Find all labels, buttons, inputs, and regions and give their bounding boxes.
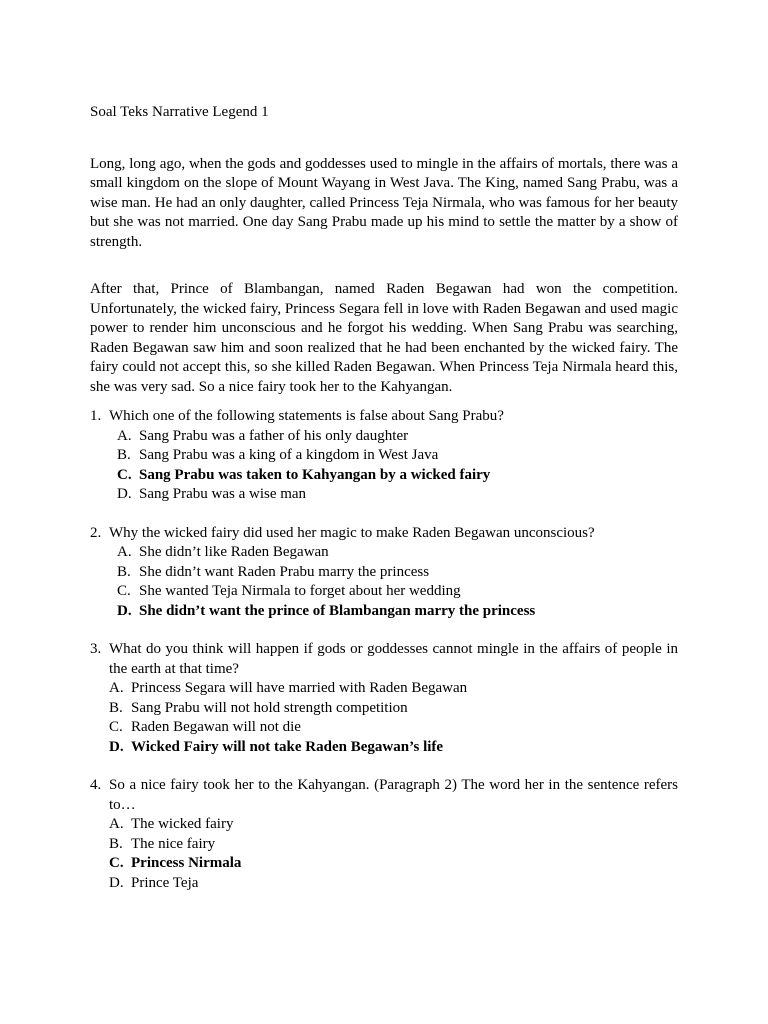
option-text: She wanted Teja Nirmala to forget about her wedding xyxy=(139,583,461,599)
answer-option-b xyxy=(90,699,678,719)
option-letter: B. xyxy=(109,835,123,852)
option-text: She didn’t want Raden Prabu marry the princess xyxy=(139,563,430,580)
reading-passage xyxy=(90,155,678,398)
option-text: The nice fairy xyxy=(131,835,216,852)
option-letter: C. xyxy=(109,855,124,871)
question-number: 3. xyxy=(90,641,102,657)
option-text: Princess Segara will have married with Raden Begawan xyxy=(131,680,468,696)
answer-option-d-correct xyxy=(90,738,678,758)
option-text: Wicked Fairy will not take Raden Begawan’s life xyxy=(131,738,444,755)
question-text: Why the wicked fairy did used her magic to make Raden Begawan unconscious? xyxy=(109,524,595,541)
option-letter: A. xyxy=(109,816,124,832)
question-1 xyxy=(90,407,678,505)
option-letter: B. xyxy=(117,563,131,580)
option-letter: C. xyxy=(109,719,123,735)
answer-option-d-correct xyxy=(90,602,678,622)
question-text: What do you think will happen if gods or goddesses cannot mingle in the affairs of people in the earth at that time? xyxy=(109,641,678,677)
option-text: Sang Prabu will not hold strength competition xyxy=(131,699,408,716)
option-letter: A. xyxy=(117,427,132,444)
option-letter: D. xyxy=(117,602,132,619)
answer-option-a xyxy=(90,679,678,699)
option-letter: B. xyxy=(109,699,123,716)
question-list xyxy=(90,407,678,893)
question-stem xyxy=(90,640,678,679)
question-stem xyxy=(90,524,678,544)
option-letter: C. xyxy=(117,583,131,599)
passage-paragraph-2: After that, Prince of Blambangan, named Raden Begawan had won the competition. Unfortunately, the wicked fairy, Princess Segara fell in love with Raden Begawan and used magic power to render him unconscious and he forgot his wedding. When Sang Prabu was searching, Raden Begawan saw him and soon realized that he had been enchanted by the wicked fairy. The fairy could not accept this, so she killed Raden Begawan. When Princess Teja Nirmala heard this, she was very sad. So a nice fairy took her to the Kahyangan. xyxy=(90,281,678,395)
document-page xyxy=(90,103,678,912)
answer-option-b xyxy=(90,835,678,855)
question-number: 4. xyxy=(90,777,102,793)
question-number: 2. xyxy=(90,524,102,541)
answer-options xyxy=(90,427,678,505)
answer-option-a xyxy=(90,543,678,563)
option-letter: A. xyxy=(109,680,124,696)
answer-options xyxy=(90,679,678,757)
document-title: Soal Teks Narrative Legend 1 xyxy=(90,104,269,120)
option-text: She didn’t like Raden Begawan xyxy=(139,544,329,560)
question-2 xyxy=(90,524,678,622)
option-letter: D. xyxy=(109,738,124,755)
answer-option-b xyxy=(90,563,678,583)
answer-option-c xyxy=(90,582,678,602)
option-text: Raden Begawan will not die xyxy=(131,719,301,735)
option-letter: A. xyxy=(117,544,132,560)
option-text: Princess Nirmala xyxy=(131,855,242,871)
option-letter: D. xyxy=(117,486,132,502)
option-text: Sang Prabu was a father of his only daughter xyxy=(139,427,409,444)
question-text: So a nice fairy took her to the Kahyangan. (Paragraph 2) The word her in the sentence refers to… xyxy=(109,777,678,813)
passage-paragraph-1: Long, long ago, when the gods and goddesses used to mingle in the affairs of mortals, there was a small kingdom on the slope of Mount Wayang in West Java. The King, named Sang Prabu, was a wise man. He had an only daughter, called Princess Teja Nirmala, who was famous for her beauty but she was not married. One day Sang Prabu made up his mind to settle the matter by a show of strength. xyxy=(90,155,678,250)
option-text: Prince Teja xyxy=(131,874,199,891)
answer-option-d xyxy=(90,485,678,505)
option-letter: C. xyxy=(117,466,132,483)
question-4 xyxy=(90,776,678,893)
answer-option-a xyxy=(90,427,678,447)
option-text: Sang Prabu was a king of a kingdom in West Java xyxy=(139,447,439,463)
answer-options xyxy=(90,815,678,893)
question-number: 1. xyxy=(90,408,102,424)
option-text: Sang Prabu was a wise man xyxy=(139,486,307,502)
option-text: She didn’t want the prince of Blambangan marry the princess xyxy=(139,602,536,619)
option-letter: B. xyxy=(117,447,131,463)
option-letter: D. xyxy=(109,874,124,891)
question-stem xyxy=(90,776,678,815)
question-stem xyxy=(90,407,678,427)
question-text: Which one of the following statements is false about Sang Prabu? xyxy=(109,408,504,424)
answer-option-c-correct xyxy=(90,854,678,874)
answer-option-d xyxy=(90,874,678,894)
answer-option-c-correct xyxy=(90,466,678,486)
option-text: Sang Prabu was taken to Kahyangan by a wicked fairy xyxy=(139,466,491,483)
option-text: The wicked fairy xyxy=(131,816,234,832)
question-3 xyxy=(90,640,678,757)
answer-option-b xyxy=(90,446,678,466)
answer-option-a xyxy=(90,815,678,835)
answer-option-c xyxy=(90,718,678,738)
answer-options xyxy=(90,543,678,621)
